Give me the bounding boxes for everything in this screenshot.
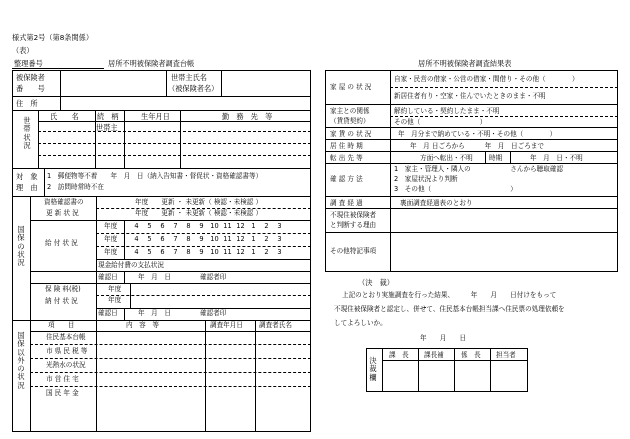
- role-assistant-chief: 課長補: [424, 351, 444, 359]
- col-birth: 生年月日: [141, 112, 170, 121]
- month-cell: 7: [173, 222, 178, 230]
- householder-sublabel: （被保険者名）: [168, 84, 219, 93]
- fiscal-label-3: 年度: [104, 248, 118, 256]
- month-cell: 6: [160, 222, 165, 230]
- month-cell: 7: [173, 248, 178, 256]
- month-cell: 9: [199, 222, 204, 230]
- month-cell: 12: [236, 222, 245, 230]
- month-cell: 5: [147, 222, 152, 230]
- month-cell: 4: [134, 235, 139, 243]
- moveout-time-label: 時期: [489, 154, 503, 162]
- month-cell: 11: [223, 248, 232, 256]
- month-cell: 1: [251, 235, 256, 243]
- col-item: 項 目: [48, 321, 75, 329]
- progress-label: 調 査 経 過: [330, 199, 363, 207]
- role-person-in-charge: 担当者: [496, 351, 516, 359]
- month-cell: 8: [186, 235, 191, 243]
- card-renew-label: 更 新 状 況: [46, 209, 79, 217]
- non-resident-reason-label: 不現住被保険者: [330, 211, 377, 219]
- month-cell: 10: [210, 222, 219, 230]
- residence-period-label: 居 住 時 期: [330, 142, 363, 150]
- month-row-3: [130, 249, 286, 256]
- col-investigator: 調査者氏名: [259, 321, 292, 329]
- method-label: 確 認 方 法: [330, 175, 363, 183]
- col-survey-date: 調査年月日: [210, 321, 243, 329]
- decision-date: 年 月 日: [420, 334, 467, 342]
- payment-status-label: 給 付 状 況: [45, 239, 78, 247]
- landlord-relation-sub: （賃貸契約）: [330, 117, 370, 125]
- other-row-5: 国 民 年 金: [46, 389, 79, 397]
- other-row-3: 光熱水の状況: [46, 361, 86, 369]
- result-title: 居所不明被保険者調査結果表: [418, 59, 512, 68]
- status-side-label: 国保の状況: [17, 225, 25, 268]
- month-cell: 12: [236, 235, 245, 243]
- month-cell: 3: [277, 222, 282, 230]
- confirm-date-label-1: 確認日: [98, 273, 118, 281]
- method-value-2: 2 家屋状況より判断: [394, 175, 458, 183]
- month-cell: 2: [264, 235, 269, 243]
- target-label: 対 象: [16, 172, 38, 181]
- notes-label: その他特記事項: [330, 247, 377, 255]
- premium-label: 保 険 料(税): [45, 285, 81, 293]
- month-cell: 9: [199, 248, 204, 256]
- payment-label: 納 付 状 況: [45, 297, 78, 305]
- month-cell: 12: [236, 248, 245, 256]
- confirmer-seal-1: 確認者印: [200, 273, 227, 281]
- moveout-value: 方面へ転出・不明: [420, 154, 473, 162]
- confirmer-seal-2: 確認者印: [200, 309, 227, 317]
- month-cell: 2: [264, 248, 269, 256]
- col-relation: 続 柄: [97, 112, 119, 121]
- month-cell: 1: [251, 222, 256, 230]
- decision-body-3: してよろしいか。: [334, 319, 387, 327]
- other-row-2: 市 県 民 税 等: [46, 347, 88, 355]
- ledger-number-underline: [12, 68, 104, 69]
- method-value-3: 3 その他（ ）: [394, 185, 517, 193]
- premium-fiscal-1: 年度: [108, 285, 122, 293]
- month-cell: 10: [210, 235, 219, 243]
- moveout-label: 転 出 先 等: [330, 154, 363, 162]
- other-row-4: 市 営 住 宅: [46, 375, 79, 383]
- card-issue-label: 資格確認書の: [44, 198, 84, 206]
- month-row-2: [130, 236, 286, 243]
- month-cell: 8: [186, 222, 191, 230]
- month-cell: 4: [134, 222, 139, 230]
- insured-number-label-2: 番 号: [16, 84, 45, 93]
- month-cell: 6: [160, 248, 165, 256]
- renew-line-1: 年度 更新 ・ 未更新（ 検認・未検認 ）: [135, 198, 263, 206]
- month-cell: 3: [277, 235, 282, 243]
- side-label: （表）: [12, 46, 34, 55]
- month-cell: 11: [223, 235, 232, 243]
- col-name: 氏 名: [50, 112, 79, 121]
- decision-body-2: 不現住被保険者と認定し、併せて、住民基本台帳担当課へ住民票の処理依頼を: [334, 305, 565, 313]
- form-number: 様式第2号（第8条関係）: [12, 33, 94, 42]
- month-cell: 5: [147, 235, 152, 243]
- moveout-time-value: 年 月 日・不明: [530, 154, 583, 162]
- landlord-relation-value-1: 解約している・契約したまま・不明: [394, 107, 500, 115]
- non-resident-reason-sub: と判断する理由: [330, 221, 377, 229]
- other-side-label: 国保以外の状況: [17, 331, 25, 390]
- month-cell: 7: [173, 235, 178, 243]
- ledger-number-label: 整理番号: [14, 59, 43, 68]
- insured-number-label: 被保険者: [16, 73, 45, 82]
- month-row-1: [130, 223, 286, 230]
- decision-heading: （決 裁）: [358, 278, 394, 287]
- confirm-date-label-2: 確認日: [98, 309, 118, 317]
- ledger-title: 居所不明被保険者調査台帳: [108, 59, 195, 68]
- target-item-1: 1 郵便物等不着 年 月 日（納入告知書・督促状・資格確認書等）: [47, 172, 263, 180]
- confirm-ymd-2: 年 月 日: [138, 309, 171, 317]
- fiscal-label-2: 年度: [104, 235, 118, 243]
- month-cell: 9: [199, 235, 204, 243]
- landlord-relation-label: 家主との関係: [330, 107, 370, 115]
- month-cell: 1: [251, 248, 256, 256]
- house-status-label: 家 屋 の 状 況: [330, 83, 372, 91]
- house-status-value-1: 自家・民営の借家・公営の借家・間借り・その他（ ）: [394, 75, 579, 83]
- rent-value: 年 月分まで納めている・不明・その他（ ）: [398, 130, 557, 138]
- month-cell: 6: [160, 235, 165, 243]
- month-cell: 8: [186, 248, 191, 256]
- col-work: 勤 務 先 等: [222, 112, 273, 121]
- month-cell: 4: [134, 248, 139, 256]
- month-cell: 11: [223, 222, 232, 230]
- method-value-1: 1 家主・管理人・隣人の さんから聴取確認: [394, 165, 564, 173]
- cash-payment-label: 現金給付費の支払状況: [98, 261, 164, 269]
- householder-label: 世帯主氏名: [171, 73, 207, 82]
- fiscal-label-1: 年度: [104, 222, 118, 230]
- role-section-chief: 課 長: [389, 351, 409, 359]
- reason-label: 理 由: [16, 183, 38, 192]
- landlord-relation-value-2: その他（ ）: [394, 118, 487, 126]
- head-of-household: 世帯主: [96, 123, 118, 132]
- premium-fiscal-2: 年度: [108, 296, 122, 304]
- address-label: 住 所: [16, 99, 38, 108]
- month-cell: 3: [277, 248, 282, 256]
- progress-value: 裏面調査経過表のとおり: [400, 199, 473, 207]
- month-cell: 5: [147, 248, 152, 256]
- stamp-label: 決裁欄: [369, 356, 377, 382]
- renew-line-2: 年度 更新 ・ 未更新（ 検認・未検認 ）: [135, 209, 263, 217]
- other-row-1: 住民基本台帳: [46, 333, 86, 341]
- month-cell: 2: [264, 222, 269, 230]
- confirm-ymd-1: 年 月 日: [138, 273, 171, 281]
- decision-body-1: 上記のとおり実施調査を行った結果、 年 月 日付けをもって: [342, 291, 557, 299]
- role-unit-chief: 係 長: [461, 351, 481, 359]
- house-status-value-2: 新居住者有り・空家・住んでいたときのまま・不明: [394, 92, 546, 100]
- col-content: 内 容 等: [126, 321, 159, 329]
- residence-period-value: 年 月 日ごろから 年 月 日ごろまで: [410, 142, 544, 150]
- rent-label: 家 賃 の 状 況: [330, 130, 372, 138]
- month-cell: 10: [210, 248, 219, 256]
- household-side-label: 世帯状況: [23, 116, 31, 150]
- target-item-2: 2 訪問時常時不在: [47, 183, 104, 191]
